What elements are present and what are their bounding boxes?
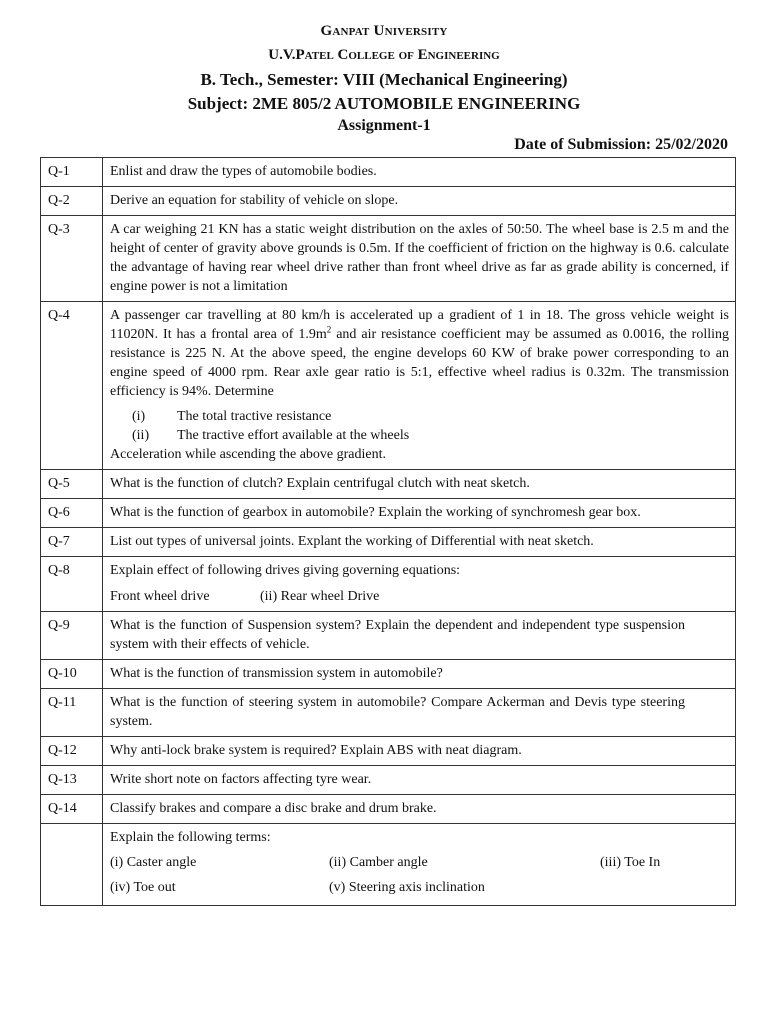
question-number: Q-14 <box>41 795 103 824</box>
question-text-part: A passenger car travelling at 80 km/h is accelerated up a gradient of 1 in 18. The gross vehicle weight is 11020N. It has a frontal area of 1.9m <box>110 308 729 342</box>
question-text <box>103 557 736 612</box>
subject-line: Subject: 2ME 805/2 AUTOMOBILE ENGINEERING <box>187 94 581 113</box>
drive-option: (ii) Rear wheel Drive <box>260 589 380 604</box>
sub-item <box>132 426 729 445</box>
sub-item <box>132 407 729 426</box>
question-number <box>41 824 103 906</box>
question-text: Write short note on factors affecting tyre wear. <box>103 766 736 795</box>
question-number: Q-10 <box>41 660 103 689</box>
question-text <box>103 824 736 906</box>
table-row <box>41 824 736 906</box>
sub-item-number: (i) <box>132 409 146 424</box>
college-name: U.V.Patel College of Engineering <box>268 47 500 63</box>
term-item: (iii) Toe In <box>600 855 661 870</box>
table-row <box>41 187 736 216</box>
question-number: Q-9 <box>41 612 103 660</box>
submission-date: Date of Submission: 25/02/2020 <box>514 136 728 153</box>
question-text: What is the function of gearbox in automobile? Explain the working of synchromesh gear box. <box>103 499 736 528</box>
table-row <box>41 302 736 470</box>
assignment-title: Assignment-1 <box>337 117 431 134</box>
table-row <box>41 557 736 612</box>
term-item: (ii) Camber angle <box>329 855 428 870</box>
table-row <box>41 660 736 689</box>
superscript: 2 <box>326 324 332 335</box>
question-number: Q-11 <box>41 689 103 737</box>
question-text: Derive an equation for stability of vehicle on slope. <box>103 187 736 216</box>
table-row <box>41 158 736 187</box>
question-text: What is the function of clutch? Explain centrifugal clutch with neat sketch. <box>103 470 736 499</box>
sub-items <box>132 407 729 445</box>
question-line: Explain the following terms: <box>110 830 271 845</box>
question-number: Q-13 <box>41 766 103 795</box>
table-row <box>41 737 736 766</box>
question-number: Q-6 <box>41 499 103 528</box>
question-number: Q-5 <box>41 470 103 499</box>
sub-item-number: (ii) <box>132 428 150 443</box>
term-item: (iv) Toe out <box>110 880 176 895</box>
question-text: Why anti-lock brake system is required? Explain ABS with neat diagram. <box>103 737 736 766</box>
university-name: Ganpat University <box>320 23 448 39</box>
question-text: What is the function of transmission system in automobile? <box>103 660 736 689</box>
table-row <box>41 528 736 557</box>
question-number: Q-1 <box>41 158 103 187</box>
question-text: List out types of universal joints. Explant the working of Differential with neat sketch. <box>103 528 736 557</box>
table-row <box>41 216 736 302</box>
sub-item-text: The tractive effort available at the wheels <box>177 428 410 443</box>
question-line: Explain effect of following drives giving governing equations: <box>110 563 461 578</box>
drive-options <box>110 587 729 606</box>
table-row <box>41 689 736 737</box>
question-text: What is the function of Suspension system? Explain the dependent and independent type suspension system with their effects of vehicle. <box>103 612 736 660</box>
term-item: (v) Steering axis inclination <box>329 880 485 895</box>
question-text-part: and air resistance coefficient may be assumed as 0.0016, the rolling resistance is 225 N. At the above speed, the engine develops 60 KW of brake power corresponding to an engine speed of 4000 rpm. Rear axle gear ratio is 5:1, effective wheel radius is 0.32m. The transmission efficiency is 94%. Determine <box>110 327 729 399</box>
table-row <box>41 766 736 795</box>
program-line: B. Tech., Semester: VIII (Mechanical Engineering) <box>200 70 568 89</box>
terms-grid <box>110 853 729 897</box>
table-row <box>41 470 736 499</box>
question-number: Q-8 <box>41 557 103 612</box>
sub-item-text: The total tractive resistance <box>177 409 332 424</box>
question-number: Q-7 <box>41 528 103 557</box>
question-number: Q-12 <box>41 737 103 766</box>
table-row <box>41 612 736 660</box>
question-number: Q-2 <box>41 187 103 216</box>
question-text: Enlist and draw the types of automobile bodies. <box>103 158 736 187</box>
question-number: Q-4 <box>41 302 103 470</box>
question-text: A car weighing 21 KN has a static weight distribution on the axles of 50:50. The wheel base is 2.5 m and the height of center of gravity above grounds is 0.5m. If the coefficient of friction on the highway is 0.6. calculate the advantage of having rear wheel drive rather than front wheel drive as far as grade ability is concerned, if engine power is not a limitation <box>103 216 736 302</box>
question-text: Classify brakes and compare a disc brake and drum brake. <box>103 795 736 824</box>
questions-table <box>40 157 736 906</box>
question-number: Q-3 <box>41 216 103 302</box>
drive-option: Front wheel drive <box>110 589 210 604</box>
table-row <box>41 499 736 528</box>
table-row <box>41 795 736 824</box>
question-text <box>103 302 736 470</box>
question-text: What is the function of steering system in automobile? Compare Ackerman and Devis type steering system. <box>103 689 736 737</box>
term-item: (i) Caster angle <box>110 855 197 870</box>
question-tail: Acceleration while ascending the above gradient. <box>110 447 386 462</box>
